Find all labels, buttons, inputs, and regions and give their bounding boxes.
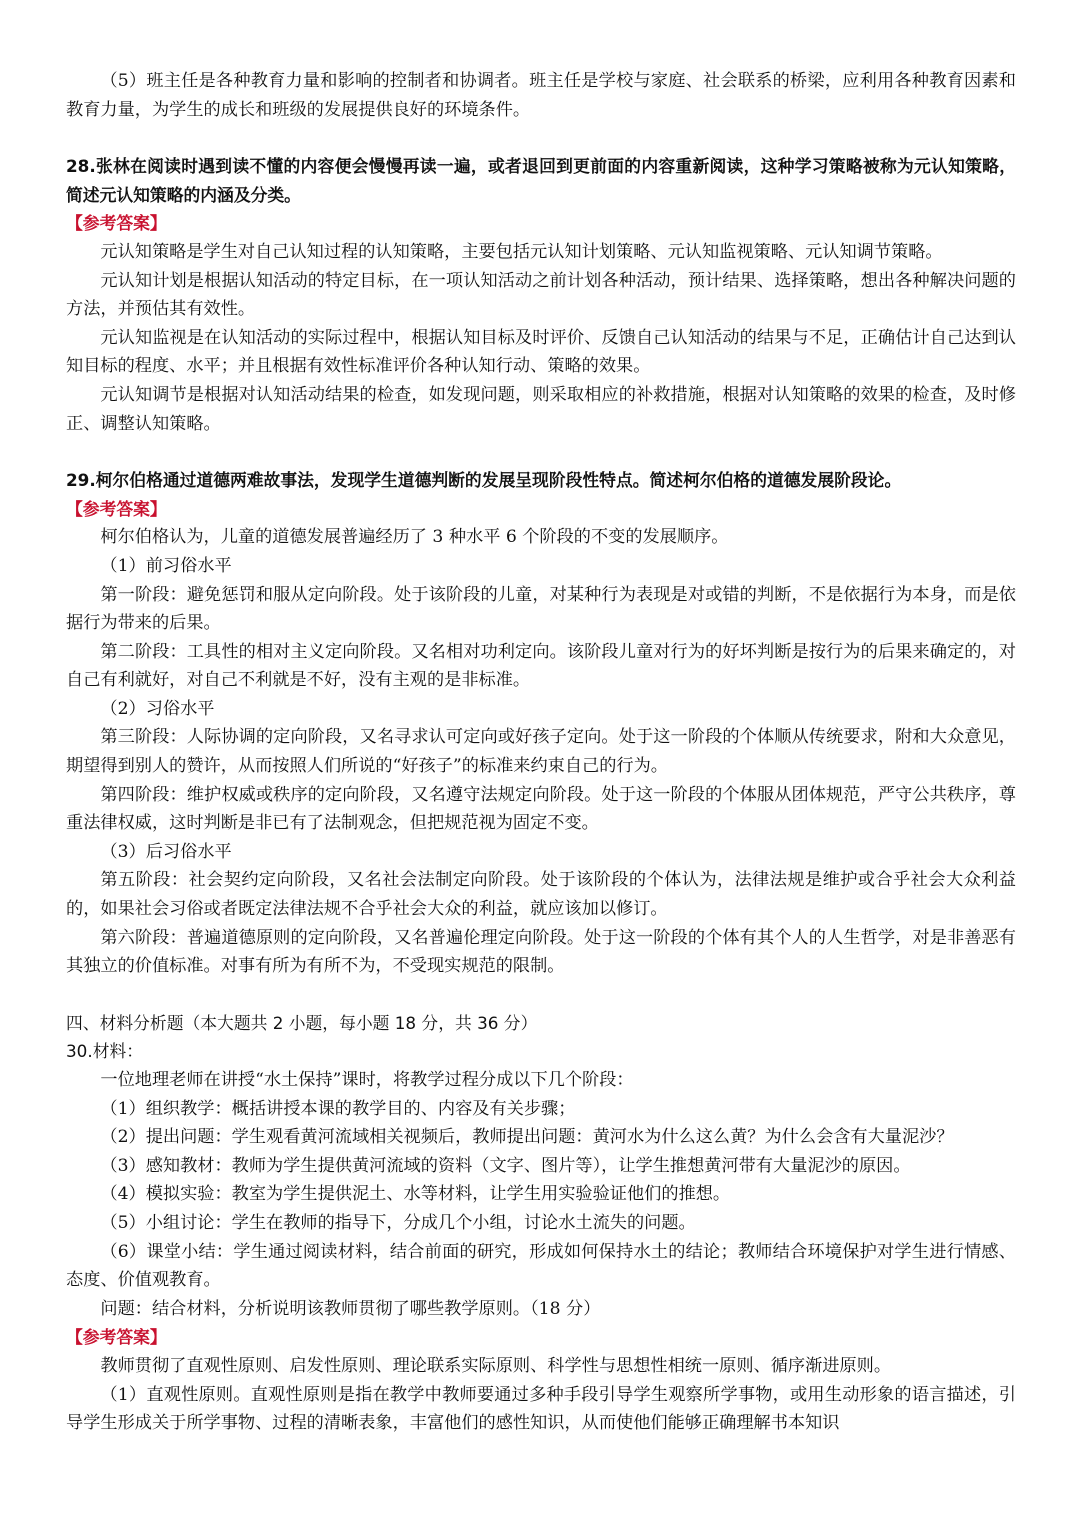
answer-29-intro: 柯尔伯格认为，儿童的道德发展普遍经历了 3 种水平 6 个阶段的不变的发展顺序。 — [100, 527, 729, 548]
question-28: 28.张林在阅读时遇到读不懂的内容便会慢慢再读一遍，或者退回到更前面的内容重新阅读，这种学习策略被称为元认知策略，简述元认知策略的内涵及分类。 — [66, 156, 1016, 205]
material-step-1: （1）组织教学：概括讲授本课的教学目的、内容及有关步骤； — [100, 1098, 576, 1119]
stage-2: 第二阶段：工具性的相对主义定向阶段。又名相对功利定向。该阶段儿童对行为的好坏判断是按行为的后果来确定的，对自己有利就好，对自己不利就是不好，没有主观的是非标准。 — [66, 641, 1016, 691]
level-1-heading: （1）前习俗水平 — [100, 555, 232, 576]
question-29: 29.柯尔伯格通过道德两难故事法，发现学生道德判断的发展呈现阶段性特点。简述柯尔伯格的道德发展阶段论。 — [66, 470, 902, 491]
stage-5: 第五阶段：社会契约定向阶段，又名社会法制定向阶段。处于该阶段的个体认为，法律法规是维护或合乎社会大众利益的，如果社会习俗或者既定法律法规不合乎社会大众的利益，就应该加以修订。 — [66, 870, 1016, 920]
question-30-heading: 30.材料： — [66, 1041, 144, 1062]
stage-6: 第六阶段：普遍道德原则的定向阶段，又名普遍伦理定向阶段。处于这一阶段的个体有其个人的人生哲学，对是非善恶有其独立的价值标准。对事有所为有所不为，不受现实规范的限制。 — [66, 927, 1016, 977]
level-2-heading: （2）习俗水平 — [100, 698, 215, 719]
answer-28-regulation: 元认知调节是根据对认知活动结果的检查，如发现问题，则采取相应的补救措施，根据对认知策略的效果的检查，及时修正、调整认知策略。 — [66, 384, 1016, 434]
stage-4: 第四阶段：维护权威或秩序的定向阶段，又名遵守法规定向阶段。处于这一阶段的个体服从团体规范，严守公共秩序，尊重法律权威，这时判断是非已有了法制观念，但把规范视为固定不变。 — [66, 784, 1016, 834]
answer-28-intro: 元认知策略是学生对自己认知过程的认知策略，主要包括元认知计划策略、元认知监视策略、元认知调节策略。 — [100, 241, 943, 262]
level-3-heading: （3）后习俗水平 — [100, 841, 232, 862]
material-step-6: （6）课堂小结：学生通过阅读材料，结合前面的研究，形成如何保持水土的结论；教师结合环境保护对学生进行情感、态度、价值观教育。 — [66, 1241, 1016, 1291]
answer-label-30: 【参考答案】 — [66, 1327, 167, 1348]
material-step-5: （5）小组讨论：学生在教师的指导下，分成几个小组，讨论水土流失的问题。 — [100, 1212, 696, 1233]
spacer — [66, 981, 1016, 1009]
answer-30-intro: 教师贯彻了直观性原则、启发性原则、理论联系实际原则、科学性与思想性相统一原则、循序渐进原则。 — [100, 1355, 892, 1376]
paragraph-head-teacher-5: （5）班主任是各种教育力量和影响的控制者和协调者。班主任是学校与家庭、社会联系的桥梁，应利用各种教育因素和教育力量，为学生的成长和班级的发展提供良好的环境条件。 — [66, 71, 1016, 120]
material-intro: 一位地理老师在讲授“水土保持”课时，将教学过程分成以下几个阶段： — [100, 1070, 634, 1090]
spacer — [66, 124, 1016, 152]
material-step-4: （4）模拟实验：教室为学生提供泥土、水等材料，让学生用实验验证他们的推想。 — [100, 1184, 731, 1205]
answer-28-monitoring: 元认知监视是在认知活动的实际过程中，根据认知目标及时评价、反馈自己认知活动的结果与不足，正确估计自己达到认知目标的程度、水平；并且根据有效性标准评价各种认知行动、策略的效果。 — [66, 327, 1016, 377]
answer-label-28: 【参考答案】 — [66, 213, 167, 234]
material-step-3: （3）感知教材：教师为学生提供黄河流域的资料（文字、图片等），让学生推想黄河带有大量泥沙的原因。 — [100, 1155, 911, 1176]
answer-30-principle-1: （1）直观性原则。直观性原则是指在教学中教师要通过多种手段引导学生观察所学事物，或用生动形象的语言描述，引导学生形成关于所学事物、过程的清晰表象，丰富他们的感性知识，从而使他们能够正确理解书本知识 — [66, 1384, 1016, 1434]
spacer — [66, 438, 1016, 466]
stage-3: 第三阶段：人际协调的定向阶段，又名寻求认可定向或好孩子定向。处于这一阶段的个体顺从传统要求，附和大众意见，期望得到别人的赞许，从而按照人们所说的“好孩子”的标准来约束自己的行为。 — [66, 727, 1016, 777]
question-30-prompt: 问题：结合材料，分析说明该教师贯彻了哪些教学原则。（18 分） — [100, 1298, 601, 1319]
answer-label-29: 【参考答案】 — [66, 498, 167, 519]
material-step-2: （2）提出问题：学生观看黄河流域相关视频后，教师提出问题：黄河水为什么这么黄？为什么会含有大量泥沙？ — [100, 1127, 954, 1148]
stage-1: 第一阶段：避免惩罚和服从定向阶段。处于该阶段的儿童，对某种行为表现是对或错的判断，不是依据行为本身，而是依据行为带来的后果。 — [66, 584, 1016, 634]
section-heading-4: 四、材料分析题（本大题共 2 小题，每小题 18 分，共 36 分） — [66, 1012, 538, 1033]
answer-28-planning: 元认知计划是根据认知活动的特定目标，在一项认知活动之前计划各种活动，预计结果、选择策略，想出各种解决问题的方法，并预估其有效性。 — [66, 270, 1016, 320]
